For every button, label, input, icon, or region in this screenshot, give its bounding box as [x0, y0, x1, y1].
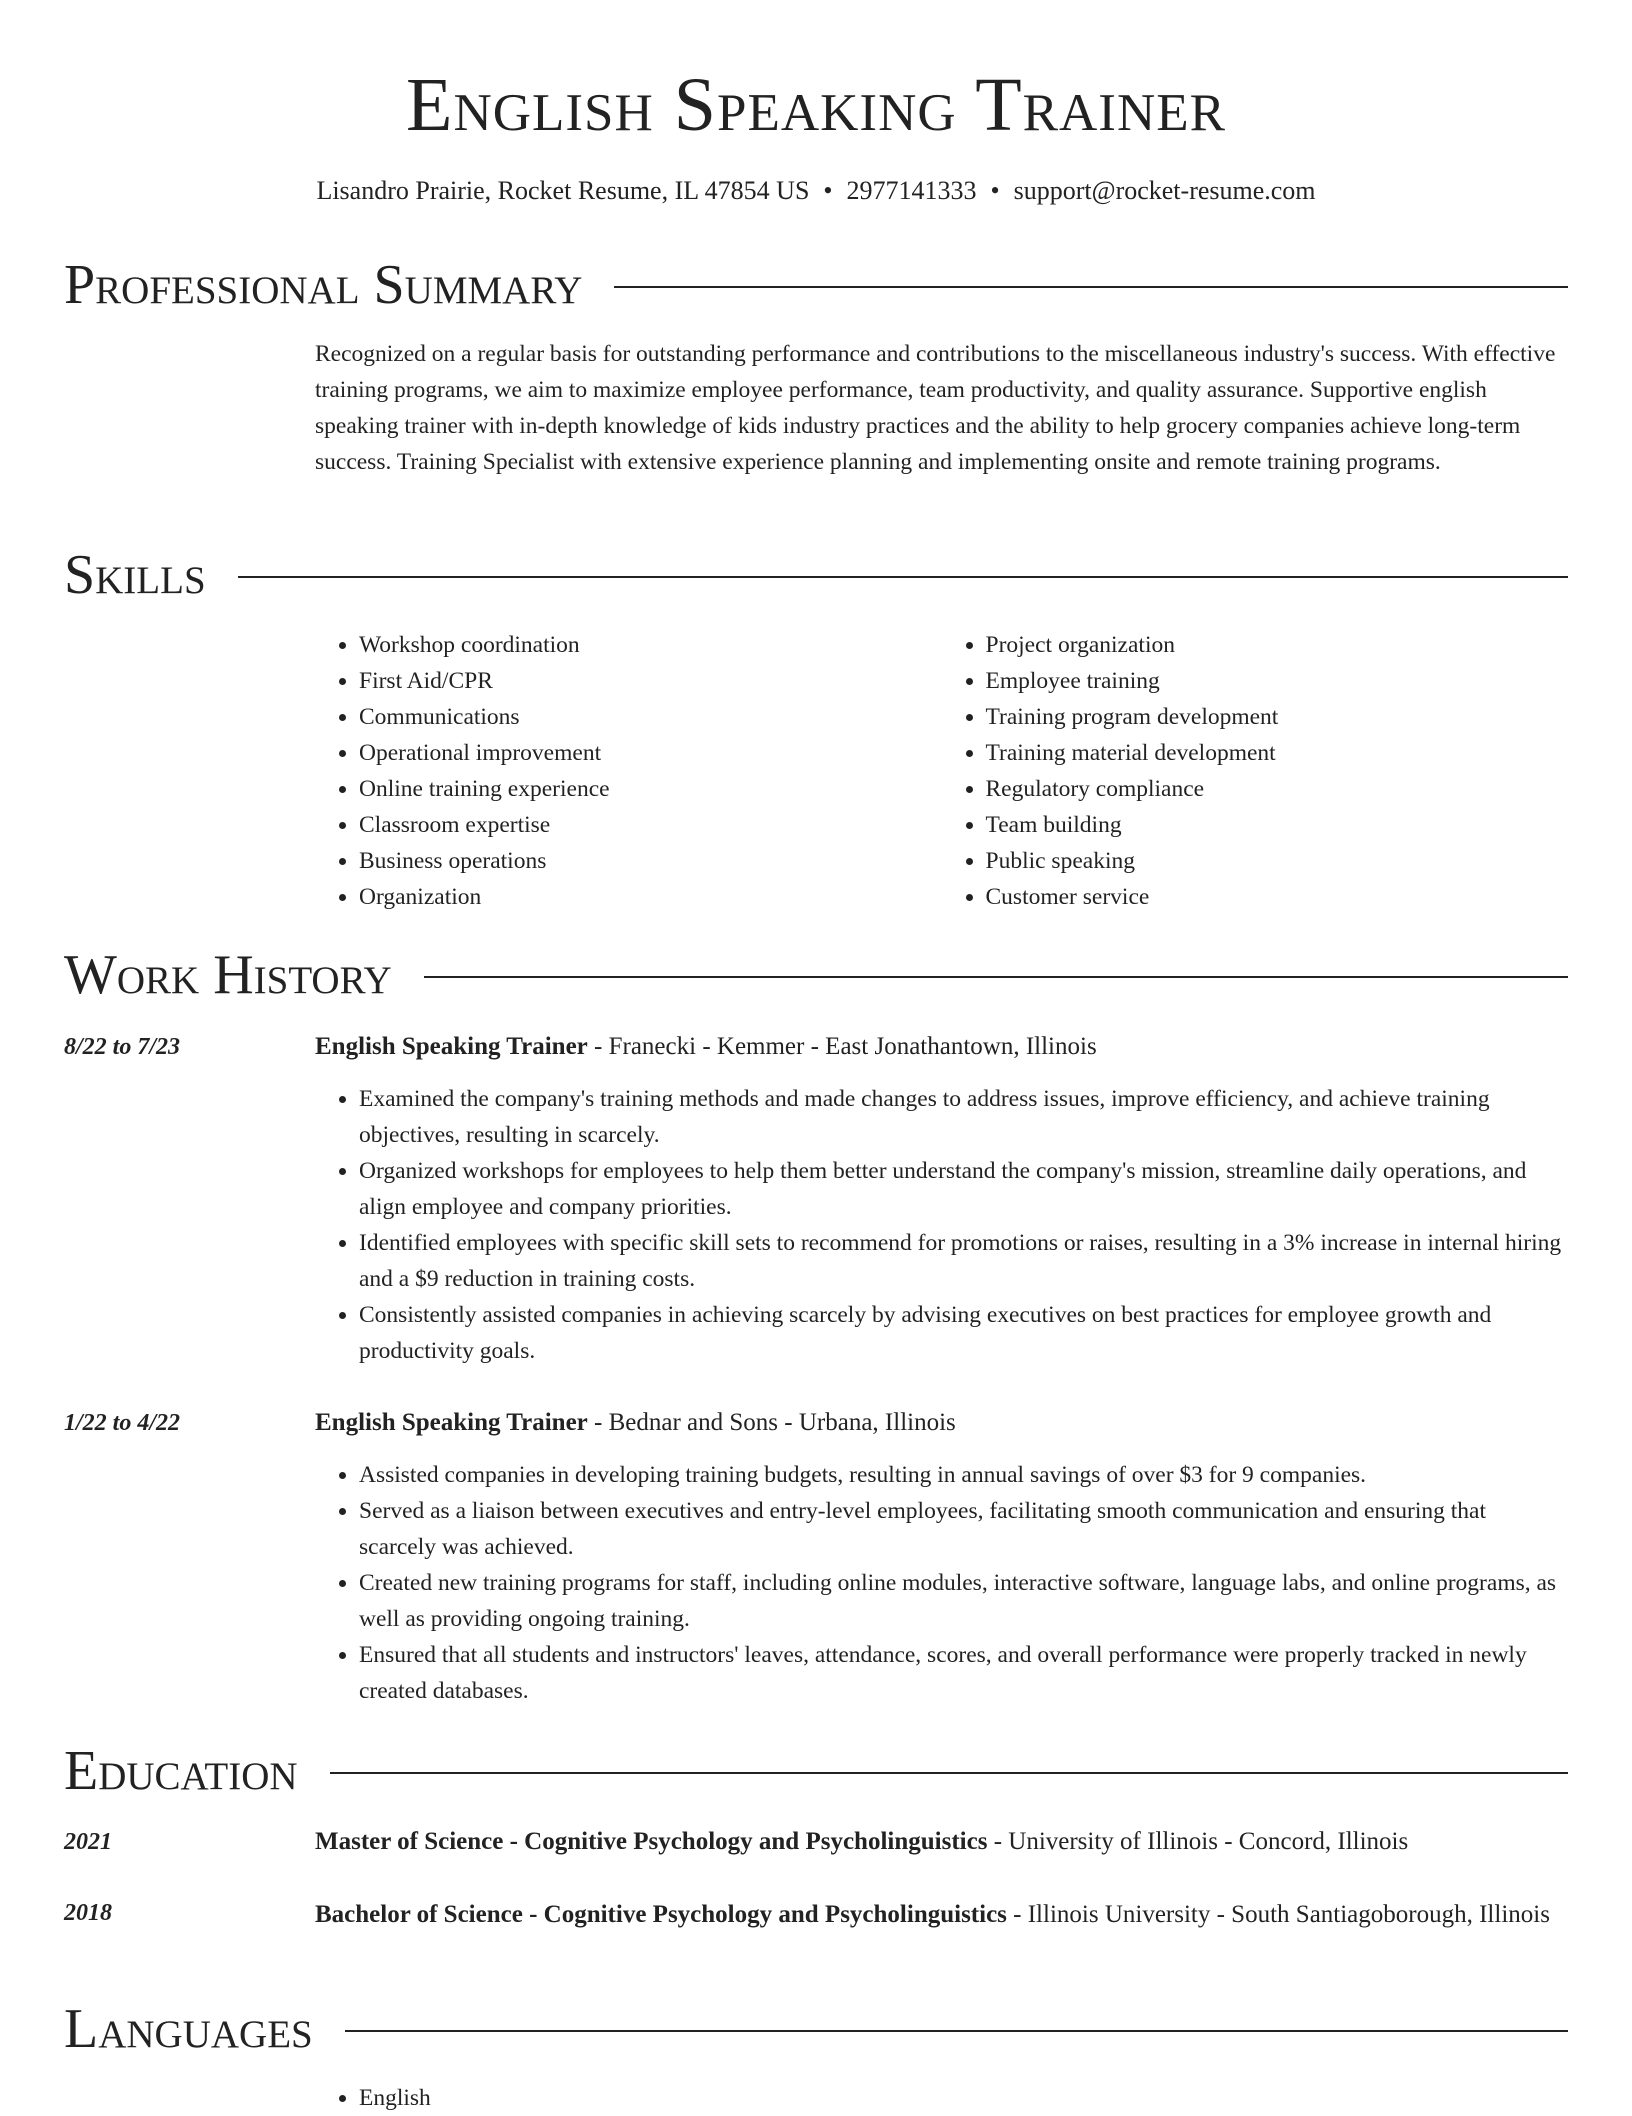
skill-item: • Customer service: [986, 879, 1569, 915]
resume-title: English Speaking Trainer: [406, 63, 1226, 147]
work-heading: Work History: [64, 944, 392, 1006]
school-details: - Illinois University - South Santiagoborough, Illinois: [1006, 1901, 1550, 1928]
separator: •: [990, 176, 1000, 205]
languages-section-heading: [64, 1994, 1568, 2064]
section-divider: [238, 576, 1568, 578]
skill-item: • Project organization: [986, 627, 1569, 663]
languages-list: [315, 2080, 1568, 2116]
job-details: - Bednar and Sons - Urbana, Illinois: [587, 1409, 956, 1436]
job-title: English Speaking Trainer: [315, 1409, 588, 1436]
skill-item: • Workshop coordination: [359, 627, 942, 663]
address: Lisandro Prairie, Rocket Resume, IL 47854 US: [316, 176, 810, 205]
language-item: • English: [359, 2080, 1568, 2116]
skill-item: • Online training experience: [359, 771, 942, 807]
education-year: 2018: [64, 1900, 112, 1926]
languages-heading: Languages: [64, 1998, 313, 2060]
job-bullets: [315, 1457, 1568, 1709]
education-heading: Education: [64, 1740, 298, 1802]
job-bullet: • Ensured that all students and instructors' leaves, attendance, scores, and overall performance were properly tracked in newly created databases.: [359, 1637, 1568, 1709]
skill-item: • Employee training: [986, 663, 1569, 699]
job-bullet: • Created new training programs for staff, including online modules, interactive software, language labs, and online programs, as well as providing ongoing training.: [359, 1565, 1568, 1637]
education-year: 2021: [64, 1829, 112, 1855]
skill-item: • Team building: [986, 807, 1569, 843]
education-entry: [315, 1895, 1568, 1934]
skill-item: • Communications: [359, 699, 942, 735]
job-bullet: • Assisted companies in developing training budgets, resulting in annual savings of over $3 for 9 companies.: [359, 1457, 1568, 1493]
skills-heading: Skills: [64, 544, 206, 606]
section-divider: [330, 1772, 1568, 1774]
skill-item: • Operational improvement: [359, 735, 942, 771]
job-bullet: • Organized workshops for employees to help them better understand the company's mission, streamline daily operations, and align employee and company priorities.: [359, 1153, 1568, 1225]
summary-text: Recognized on a regular basis for outstanding performance and contributions to the miscellaneous industry's success. With effective training programs, we aim to maximize employee performance, team productivity, and quality assurance. Supportive english speaking trainer with in-depth knowledge of kids industry practices and the ability to help grocery companies achieve long-term success. Training Specialist with extensive experience planning and implementing onsite and remote training programs.: [315, 341, 1556, 475]
job-dates: 1/22 to 4/22: [64, 1410, 181, 1436]
skill-item: • Classroom expertise: [359, 807, 942, 843]
skills-list-left: [315, 627, 942, 915]
job-bullet: • Examined the company's training methods and made changes to address issues, improve efficiency, and achieve training objectives, resulting in scarcely.: [359, 1081, 1568, 1153]
phone: 2977141333: [846, 176, 977, 205]
section-divider: [345, 2030, 1568, 2032]
job-entry: [315, 1405, 1568, 1709]
section-divider: [614, 286, 1568, 288]
languages-block: [315, 2080, 1568, 2116]
job-bullet: • Consistently assisted companies in achieving scarcely by advising executives on best practices for employee growth and productivity goals.: [359, 1297, 1568, 1369]
summary-block: [315, 336, 1568, 480]
job-dates: 8/22 to 7/23: [64, 1034, 181, 1060]
job-title: English Speaking Trainer: [315, 1033, 588, 1060]
skill-item: • Training material development: [986, 735, 1569, 771]
summary-heading: Professional Summary: [64, 254, 583, 316]
education-section-heading: [64, 1736, 1568, 1806]
skill-item: • Business operations: [359, 843, 942, 879]
skills-list-right: [942, 627, 1569, 915]
email: support@rocket-resume.com: [1013, 176, 1316, 205]
job-details: - Franecki - Kemmer - East Jonathantown, Illinois: [587, 1033, 1097, 1060]
skill-item: • First Aid/CPR: [359, 663, 942, 699]
education-entry: [315, 1824, 1568, 1860]
skill-item: • Public speaking: [986, 843, 1569, 879]
job-bullet: • Served as a liaison between executives and entry-level employees, facilitating smooth communication and ensuring that scarcely was achieved.: [359, 1493, 1568, 1565]
degree: Bachelor of Science - Cognitive Psychology and Psycholinguistics: [315, 1901, 1007, 1928]
skills-block: [315, 627, 1568, 915]
contact-line: [0, 173, 1632, 209]
summary-section-heading: [64, 250, 1568, 320]
job-entry: [315, 1029, 1568, 1369]
skill-item: • Regulatory compliance: [986, 771, 1569, 807]
skills-section-heading: [64, 540, 1568, 610]
section-divider: [424, 976, 1568, 978]
degree: Master of Science - Cognitive Psychology and Psycholinguistics: [315, 1828, 988, 1855]
job-bullet: • Identified employees with specific skill sets to recommend for promotions or raises, resulting in a 3% increase in internal hiring and a $9 reduction in training costs.: [359, 1225, 1568, 1297]
job-bullets: [315, 1081, 1568, 1369]
skill-item: • Training program development: [986, 699, 1569, 735]
school-details: - University of Illinois - Concord, Illinois: [987, 1828, 1409, 1855]
skill-item: • Organization: [359, 879, 942, 915]
work-section-heading: [64, 940, 1568, 1010]
separator: •: [823, 176, 833, 205]
